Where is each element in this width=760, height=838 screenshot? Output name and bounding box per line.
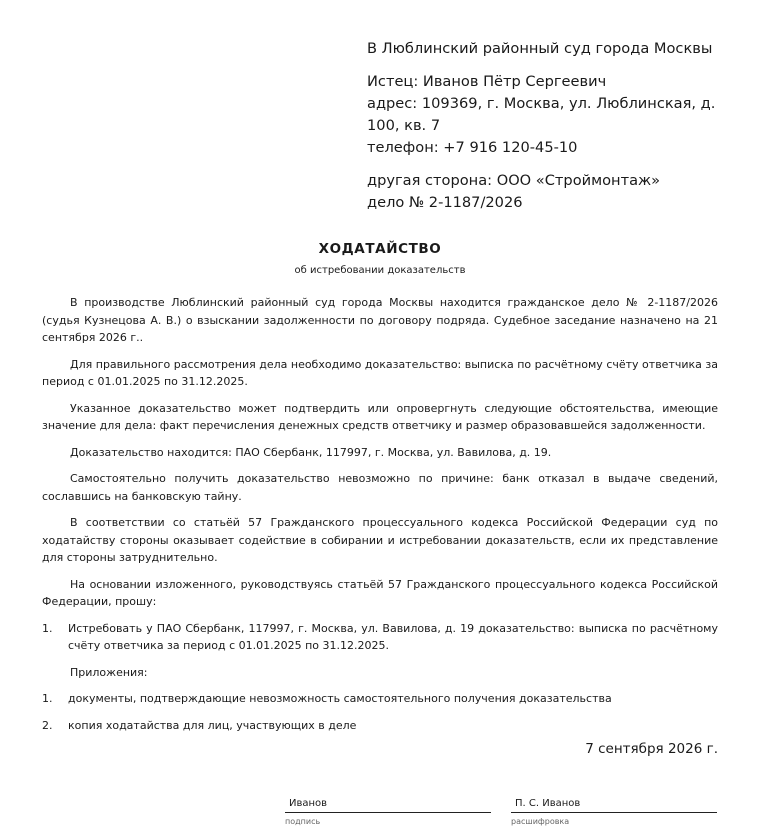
paragraph-legal-basis: В соответствии со статьёй 57 Гражданского процессуального кодекса Российской Федерации суд по ходатайству стороны оказывает содействие в собирании и истребовании доказательств, если их представление для стороны затруднительно. [42, 516, 718, 564]
paragraph-evidence-location: Доказательство находится: ПАО Сбербанк, 117997, г. Москва, ул. Вавилова, д. 19. [70, 445, 552, 459]
plaintiff-address: адрес: 109369, г. Москва, ул. Люблинская, д. 100, кв. 7 [367, 95, 716, 134]
paragraph-evidence-needed: Для правильного рассмотрения дела необходимо доказательство: выписка по расчётному счёту ответчика за период с 01.01.2025 по 31.12.2025. [42, 357, 718, 388]
attachment-item [42, 717, 718, 735]
signature-field [285, 795, 491, 826]
paragraph-circumstances: Указанное доказательство может подтвердить или опровергнуть следующие обстоятельства, имеющие значение для дела: факт перечисления денежных средств ответчику и размер образовавшейся задолженности. [42, 401, 718, 432]
plaintiff-name: Истец: Иванов Пётр Сергеевич [367, 73, 607, 90]
court-name: В Люблинский районный суд города Москвы [367, 40, 713, 57]
name-decoding-field [511, 795, 717, 826]
attachment-text: копия ходатайства для лиц, участвующих в деле [68, 718, 357, 732]
document-body [42, 294, 718, 743]
attachments-heading: Приложения: [70, 665, 148, 679]
paragraph-impossibility-reason: Самостоятельно получить доказательство невозможно по причине: банк отказал в выдаче сведений, сославшись на банковскую тайну. [42, 472, 718, 503]
case-number: дело № 2-1187/2026 [367, 194, 523, 211]
attachment-item [42, 690, 718, 708]
attachment-number: 2. [42, 718, 53, 732]
request-number: 1. [42, 621, 53, 635]
document-title: ХОДАТАЙСТВО [318, 241, 442, 257]
addressee-block [367, 38, 717, 214]
name-decoding-caption: расшифровка [511, 817, 570, 826]
name-decoding-value: П. С. Иванов [511, 795, 717, 813]
plaintiff-phone: телефон: +7 916 120-45-10 [367, 139, 578, 156]
attachment-text: документы, подтверждающие невозможность самостоятельного получения доказательства [68, 692, 612, 705]
document-subtitle: об истребовании доказательств [294, 265, 466, 276]
signature-value: Иванов [285, 795, 491, 813]
paragraph-case-info: В производстве Люблинский районный суд города Москвы находится гражданское дело № 2-1187/2026 (судья Кузнецова А. В.) о взыскании задолженности по договору подряда. Судебное заседание назначено на 21 сентября 2026 г.. [42, 296, 718, 344]
attachment-number: 1. [42, 692, 53, 705]
signature-caption: подпись [285, 817, 321, 826]
request-item [42, 620, 718, 655]
document-date: 7 сентября 2026 г. [585, 741, 718, 757]
paragraph-request-intro: На основании изложенного, руководствуясь статьёй 57 Гражданского процессуального кодекса Российской Федерации, прошу: [42, 577, 718, 608]
request-text: Истребовать у ПАО Сбербанк, 117997, г. Москва, ул. Вавилова, д. 19 доказательство: выписка по расчётному счёту ответчика за период с 01.01.2025 по 31.12.2025. [68, 621, 718, 652]
other-party: другая сторона: ООО «Строймонтаж» [367, 172, 661, 189]
